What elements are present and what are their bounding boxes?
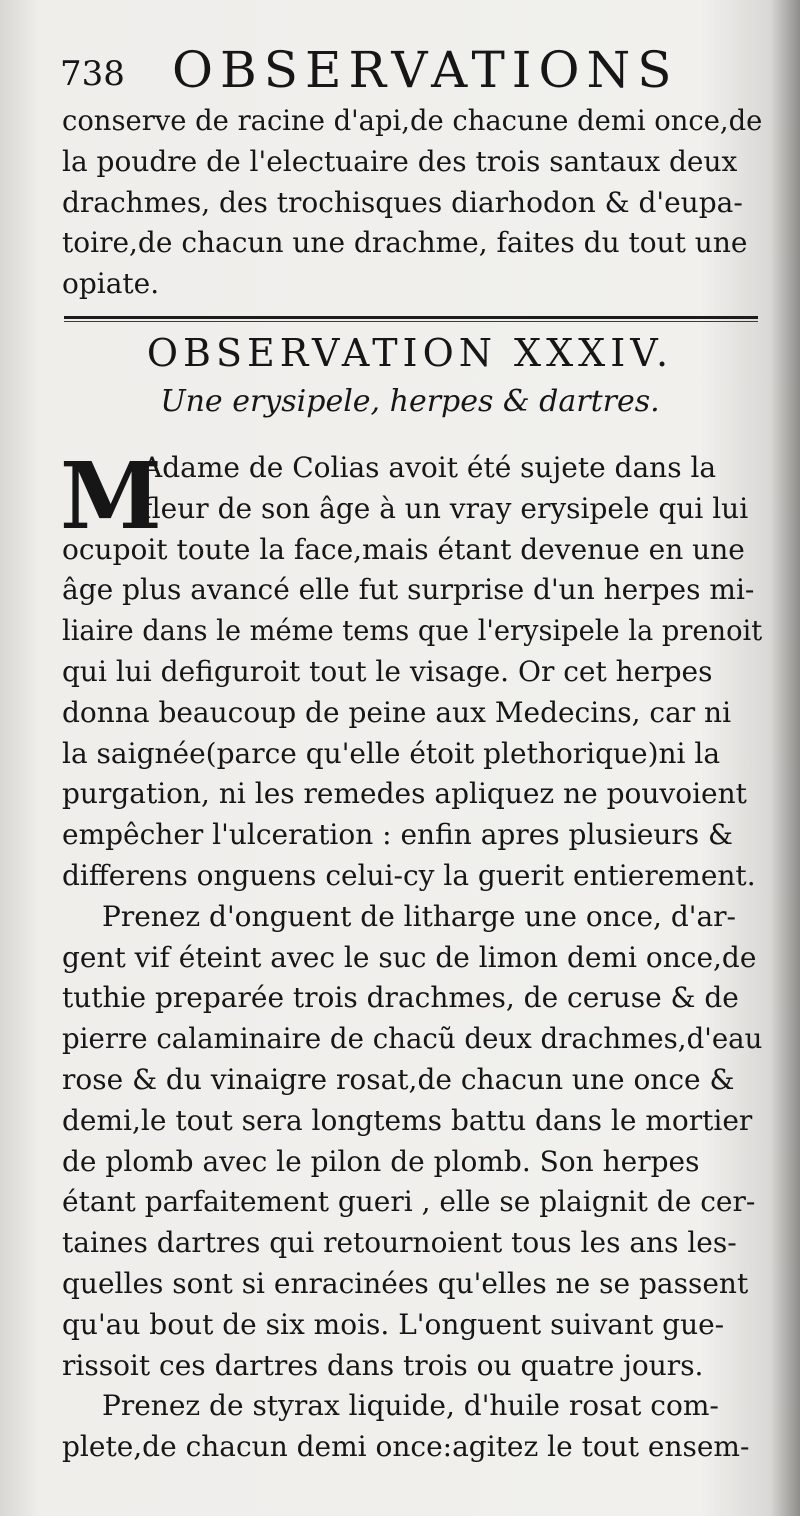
divider-thick-line	[64, 316, 758, 319]
running-title: OBSERVATIONS	[172, 41, 679, 99]
text-line: demi,le tout sera longtems battu dans le mortier	[62, 1103, 753, 1137]
text-line: la poudre de l'electuaire des trois santaux deux	[62, 144, 738, 178]
text-line: opiate.	[62, 267, 160, 301]
text-line: Prenez d'onguent de litharge une once, d'ar-	[102, 899, 736, 933]
text-line: Adame de Colias avoit été sujete dans la	[142, 451, 717, 484]
divider-thin-line	[64, 321, 758, 322]
text-line: âge plus avancé elle fut surprise d'un herpes mi-	[62, 573, 755, 607]
text-line: plete,de chacun demi once:agitez le tout ensem-	[62, 1430, 750, 1464]
section-divider	[64, 316, 758, 323]
previous-observation-ending	[62, 101, 762, 305]
text-line: ocupoit toute la face,mais étant devenue en une	[62, 532, 745, 566]
page-header	[60, 40, 760, 100]
text-line: toire,de chacun une drachme, faites du tout une	[62, 226, 748, 260]
text-line: qu'au bout de six mois. L'onguent suivant gue-	[62, 1307, 725, 1341]
observation-body	[60, 442, 763, 1468]
drop-cap: M	[60, 442, 162, 550]
text-line: qui lui defiguroit tout le visage. Or cet herpes	[62, 654, 713, 688]
text-line: conserve de racine d'api,de chacune demi once,de	[62, 104, 763, 137]
text-line: quelles sont si enracinées qu'elles ne se passent	[62, 1266, 749, 1300]
text-line: tuthie preparée trois drachmes, de ceruse & de	[62, 981, 739, 1015]
text-line: fleur de son âge à un vray erysipele qui lui	[142, 491, 749, 525]
text-line: la saignée(parce qu'elle étoit plethorique)ni la	[62, 736, 721, 770]
text-line: gent vif éteint avec le suc de limon demi once,de	[62, 940, 757, 974]
text-line: empêcher l'ulceration : enfin apres plusieurs &	[62, 818, 733, 852]
text-line: rissoit ces dartres dans trois ou quatre jours.	[62, 1348, 704, 1382]
page-number: 738	[60, 54, 125, 94]
text-line: pierre calaminaire de chacũ deux drachmes,d'eau	[62, 1022, 763, 1056]
text-line: taines dartres qui retournoient tous les ans les-	[62, 1226, 737, 1260]
text-line: donna beaucoup de peine aux Medecins, car ni	[62, 695, 732, 729]
text-line: étant parfaitement gueri , elle se plaignit de cer-	[62, 1185, 756, 1219]
text-line: de plomb avec le pilon de plomb. Son herpes	[62, 1144, 700, 1178]
text-line: rose & du vinaigre rosat,de chacun une once &	[62, 1062, 735, 1096]
text-line: liaire dans le méme tems que l'erysipele la prenoit	[62, 614, 763, 648]
text-line: purgation, ni les remedes apliquez ne pouvoient	[62, 777, 747, 811]
observation-title: OBSERVATION XXXIV.	[146, 331, 674, 375]
text-line: differens onguens celui-cy la guerit entierement.	[62, 858, 756, 892]
text-line: drachmes, des trochisques diarhodon & d'eupa-	[62, 185, 743, 219]
text-line: Prenez de styrax liquide, d'huile rosat com-	[102, 1389, 719, 1423]
observation-subtitle: Une erysipele, herpes & dartres.	[160, 384, 660, 419]
